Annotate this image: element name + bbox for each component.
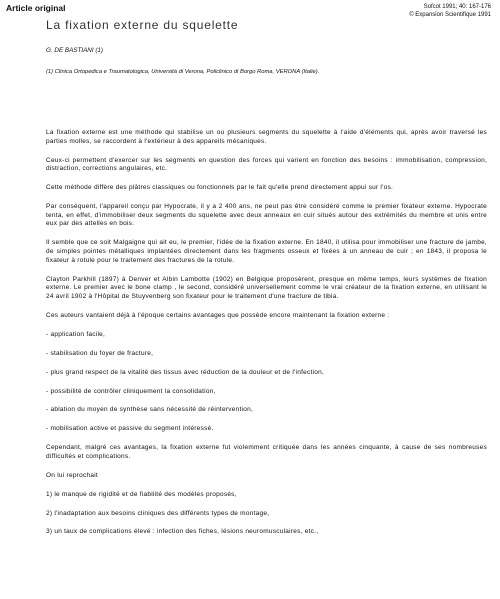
list-item: - possibilité de contrôler cliniquement la consolidation, — [46, 387, 216, 395]
paragraph: On lui reprochait — [46, 471, 98, 479]
paragraph: Il semble que ce soit Malgaigne qui ait eu, le premier, l'idée de la fixation externe. En 1840, il utilisa pour immobiliser une fracture de jambe, de simples pointes métalliques implantées directement dans les fragments osseux et fixées à un anneau de cuir ; en 1843, il proposa le fixateur à rotule pour le traitement des fractures de la rotule. — [46, 239, 487, 264]
list-item: - stabilisation du foyer de fracture, — [46, 349, 154, 357]
article-title: La fixation externe du squelette — [46, 18, 239, 32]
list-item: - plus grand respect de la vitalité des tissus avec réduction de la douleur et de l'infection, — [46, 368, 325, 376]
affiliation-line: (1) Clinica Ortopedica e Traumatologica, Università di Verona, Policlinico di Borgo Roma, VERONA (Italie). — [46, 69, 320, 75]
list-item: 3) un taux de complications élevé : infection des fiches, lésions neuromusculaires, etc., — [46, 528, 319, 536]
list-item: 1) le manque de rigidité et de fiabilité des modèles proposés, — [46, 490, 237, 498]
author-line: G. DE BASTIANI (1) — [46, 47, 104, 54]
paragraph: La fixation externe est une méthode qui stabilise un ou plusieurs segments du squelette à l'aide d'éléments qui, après avoir traversé les parties molles, se raccordent à l'extérieur à des appareils mécaniques. — [46, 129, 487, 145]
paragraph: Cependant, malgré ces avantages, la fixation externe fut violemment critiquée dans les années cinquante, à cause de ses nombreuses difficultés et complications. — [46, 444, 487, 460]
list-item: - mobilisation active et passive du segment intéressé. — [46, 425, 214, 433]
article-body — [46, 129, 487, 547]
article-type-label: Article original — [6, 3, 66, 13]
copyright-line: © Expansion Scientifique 1991 — [409, 12, 491, 18]
list-item: - ablation du moyen de synthèse sans nécessité de réintervention, — [46, 406, 254, 414]
paragraph: Cette méthode diffère des plâtres classiques ou fonctionnels par le fait qu'elle prend directement appui sur l'os. — [46, 184, 394, 192]
citation-block — [409, 3, 491, 19]
paragraph: Clayton Parkhill (1897) à Denver et Albin Lambotte (1902) en Belgique proposèrent, presque en même temps, leurs systèmes de fixation externe. Le premier avec le bone clamp , le second, considéré universellement comme le vrai créateur de la fixation externe, en utilisant le 24 avril 1902 à l'Hôpital de Stuyvenberg son fixateur pour le traitement d'une fracture de tibia. — [46, 275, 487, 301]
paragraph: Par conséquent, l'appareil conçu par Hypocrate, il y a 2 400 ans, ne peut pas être considéré comme le premier fixateur externe. Hypocrate tenta, en effet, d'immobiliser deux segments du squelette avec deux anneaux en cuir situés autour des extrémités du membre et unis entre eux par des attelles en bois. — [46, 203, 487, 228]
paragraph: Ces auteurs vantaient déjà à l'époque certains avantages que possède encore maintenant la fixation externe : — [46, 311, 390, 319]
list-item: 2) l'inadaptation aux besoins cliniques des différents types de montage, — [46, 509, 270, 517]
list-item: - application facile, — [46, 330, 106, 338]
citation-line: Sofcot 1991; 40: 167-176 — [423, 4, 491, 10]
paragraph: Ceux-ci permettent d'exercer sur les segments en question des forces qui varient en fonction des besoins : immobilisation, compression, distraction, corrections angulaires, etc. — [46, 156, 487, 173]
